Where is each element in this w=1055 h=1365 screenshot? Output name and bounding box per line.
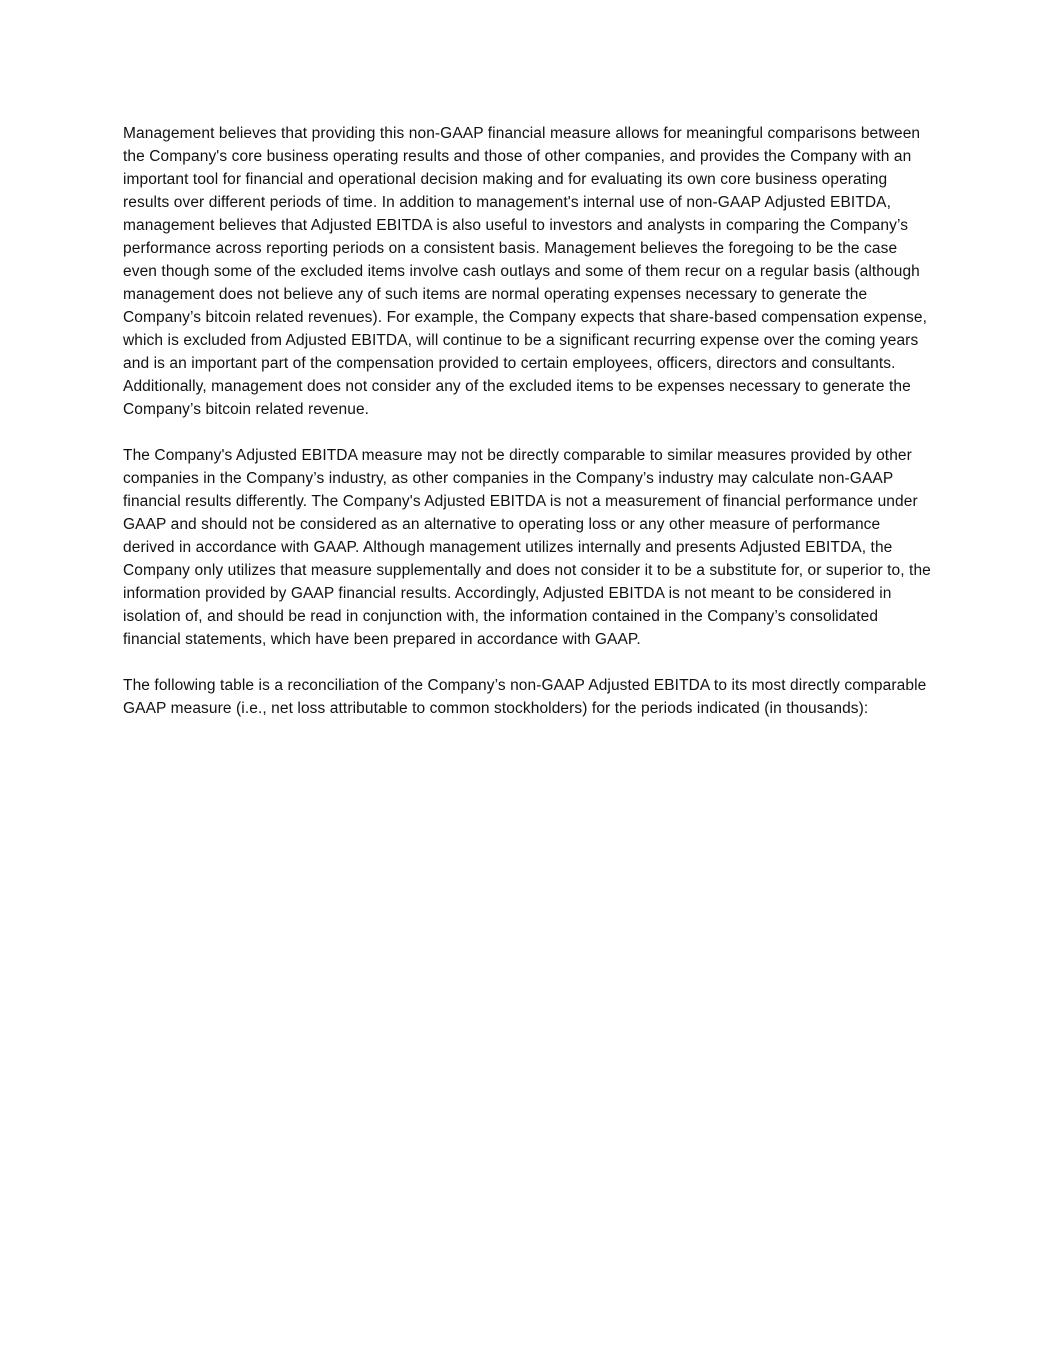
paragraph-ebitda-rationale: Management believes that providing this non-GAAP financial measure allows for meaningful comparisons between the Company's core business operating results and those of other companies, and provides the Company with an important tool for financial and operational decision making and for evaluating its own core business operating results over different periods of time. In addition to management's internal use of non-GAAP Adjusted EBITDA, management believes that Adjusted EBITDA is also useful to investors and analysts in comparing the Company’s performance across reporting periods on a consistent basis. Management believes the foregoing to be the case even though some of the excluded items involve cash outlays and some of them recur on a regular basis (although management does not believe any of such items are normal operating expenses necessary to generate the Company’s bitcoin related revenues). For example, the Company expects that share-based compensation expense, which is excluded from Adjusted EBITDA, will continue to be a significant recurring expense over the coming years and is an important part of the compensation provided to certain employees, officers, directors and consultants. Additionally, management does not consider any of the excluded items to be expenses necessary to generate the Company’s bitcoin related revenue.: [123, 125, 928, 418]
paragraph-reconciliation-intro: The following table is a reconciliation of the Company’s non-GAAP Adjusted EBITDA to its most directly comparable GAAP measure (i.e., net loss attributable to common stockholders) for the periods indicated (in thousands):: [123, 677, 927, 717]
document-text-block: [123, 122, 935, 743]
paragraph-ebitda-limitations: The Company's Adjusted EBITDA measure may not be directly comparable to similar measures provided by other companies in the Company’s industry, as other companies in the Company’s industry may calculate non-GAAP financial results differently. The Company's Adjusted EBITDA is not a measurement of financial performance under GAAP and should not be considered as an alternative to operating loss or any other measure of performance derived in accordance with GAAP. Although management utilizes internally and presents Adjusted EBITDA, the Company only utilizes that measure supplementally and does not consider it to be a substitute for, or superior to, the information provided by GAAP financial results. Accordingly, Adjusted EBITDA is not meant to be considered in isolation of, and should be read in conjunction with, the information contained in the Company’s consolidated financial statements, which have been prepared in accordance with GAAP.: [123, 447, 931, 648]
